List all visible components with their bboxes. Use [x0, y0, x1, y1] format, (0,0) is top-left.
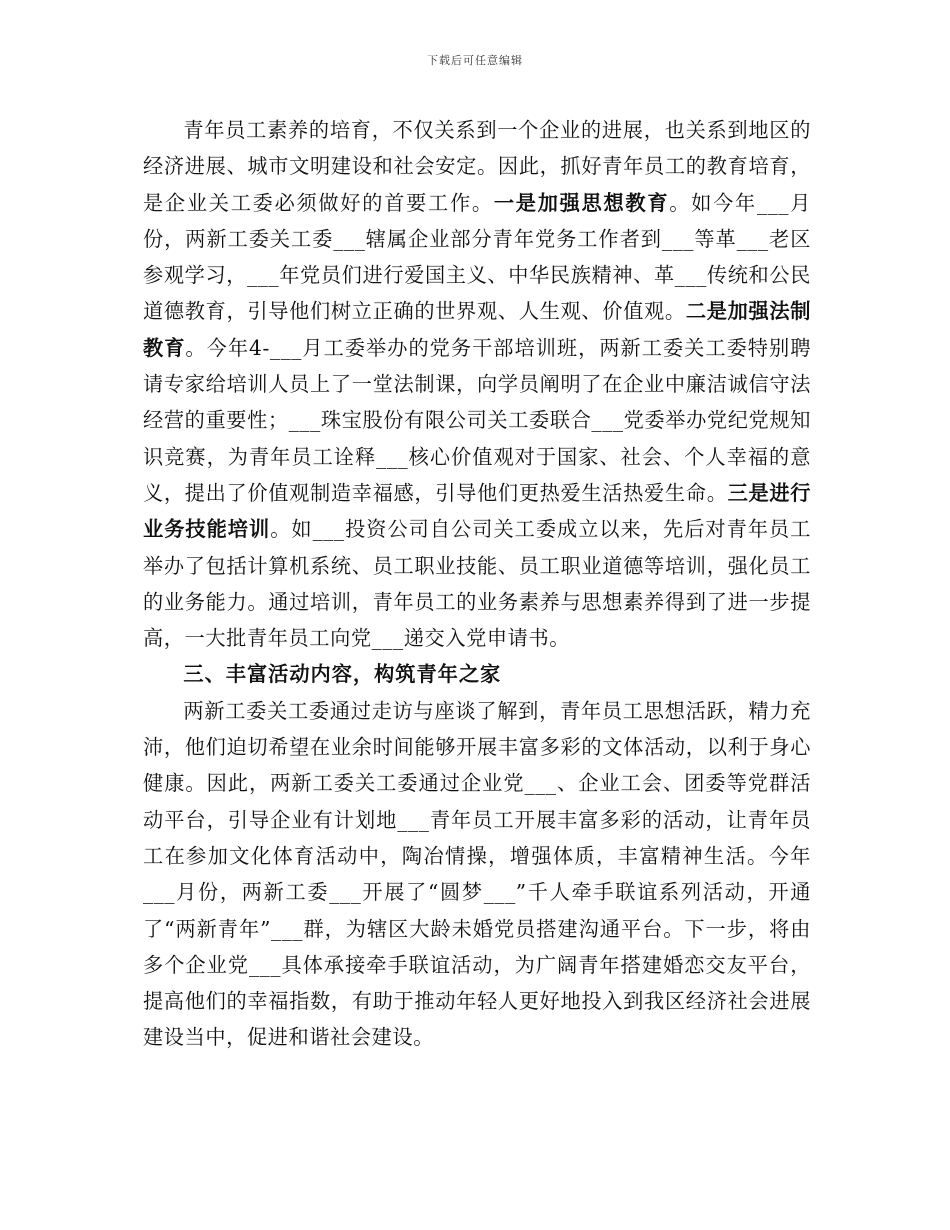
- paragraph-activities: [143, 693, 811, 1056]
- section-heading: 三、丰富活动内容，构筑青年之家: [183, 662, 502, 687]
- bold-point-ideology: 一是加强思想教育: [493, 190, 670, 215]
- text-segment: 。如___投资公司自公司关工委成立以来，先后对青年员工举办了包括计算机系统、员工职业技能、员工职业道德等培训，强化员工的业务能力。通过培训，青年员工的业务素养与思想素养得到了进一步提高，一大批青年员工向党___递交入党申请书。: [143, 517, 811, 651]
- text-segment: 。如今年___月份，两新工委关工委___辖属企业部分青年党务工作者到___等革___老区参观学习，___年党员们进行爱国主义、中华民族精神、革___传统和公民道德教育，引导他们树立正确的世界观、人生观、价值观。: [143, 190, 811, 324]
- text-segment: 两新工委关工委通过走访与座谈了解到，青年员工思想活跃，精力充沛，他们迫切希望在业余时间能够开展丰富多彩的文体活动，以利于身心健康。因此，两新工委关工委通过企业党___、企业工会、团委等党群活动平台，引导企业有计划地___青年员工开展丰富多彩的活动，让青年员工在参加文化体育活动中，陶冶情操，增强体质，丰富精神生活。今年___月份，两新工委___开展了“圆梦___”千人牵手联谊系列活动，开通了“两新青年”___群，为辖区大龄未婚党员搭建沟通平台。下一步，将由多个企业党___具体承接牵手联谊活动，为广阔青年搭建婚恋交友平台，提高他们的幸福指数，有助于推动年轻人更好地投入到我区经济社会进展建设当中，促进和谐社会建设。: [143, 698, 811, 1050]
- text-segment: 。今年4-___月工委举办的党务干部培训班，两新工委关工委特别聘请专家给培训人员上了一堂法制课，向学员阐明了在企业中廉洁诚信守法经营的重要性；___珠宝股份有限公司关工委联合___党委举办党纪党规知识竞赛，为青年员工诠释___核心价值观对于国家、社会、个人幸福的意义，提出了价值观制造幸福感，引导他们更热爱生活热爱生命。: [143, 335, 811, 505]
- bold-point-skills: 三是进行业务技能培训: [143, 480, 811, 542]
- text-segment: 青年员工素养的培育，不仅关系到一个企业的进展，也关系到地区的经济进展、城市文明建设和社会安定。因此，抓好青年员工的教育培育，是企业关工委必须做好的首要工作。: [143, 118, 811, 215]
- bold-point-legal: 二是加强法制教育: [143, 299, 811, 360]
- page-header: 下载后可任意编辑: [427, 54, 523, 67]
- paragraph-education: [143, 112, 811, 656]
- document-body: [143, 112, 811, 1056]
